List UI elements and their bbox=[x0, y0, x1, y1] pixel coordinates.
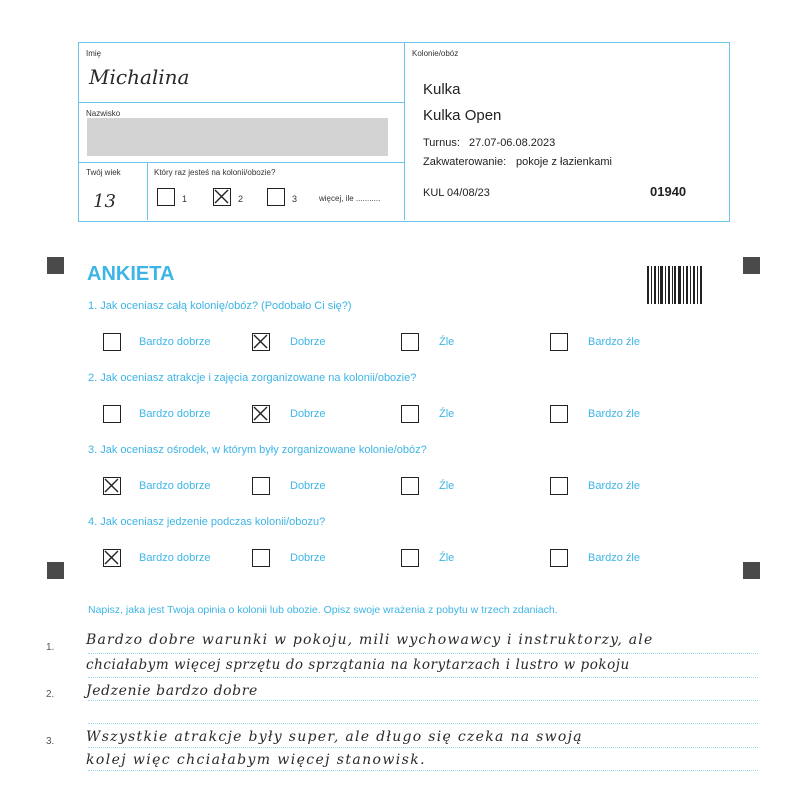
barcode-icon bbox=[647, 266, 703, 304]
q3-option-zle: Źle bbox=[439, 480, 455, 492]
q2-checkbox-zle[interactable] bbox=[401, 405, 419, 423]
kolonie-label: Kolonie/obóz bbox=[412, 49, 459, 58]
writing-line bbox=[88, 723, 758, 724]
wiek-value[interactable]: 13 bbox=[93, 191, 116, 212]
imie-divider bbox=[79, 102, 404, 103]
nazwisko-redaction bbox=[87, 118, 388, 156]
zakwaterowanie-label: Zakwaterowanie: bbox=[423, 156, 507, 168]
q3-checkbox-dobrze[interactable] bbox=[252, 477, 270, 495]
ktory-raz-option-3: 3 bbox=[292, 194, 298, 204]
line-number-3: 3. bbox=[46, 736, 55, 747]
q3-option-bardzo-dobrze: Bardzo dobrze bbox=[139, 480, 211, 492]
q3-option-dobrze: Dobrze bbox=[290, 480, 326, 492]
question-4: 4. Jak oceniasz jedzenie podczas kolonii/obozu? bbox=[88, 516, 326, 528]
q4-option-dobrze: Dobrze bbox=[290, 552, 326, 564]
turnus-label: Turnus: bbox=[423, 137, 460, 149]
checkmark-x-icon bbox=[104, 550, 119, 565]
line-number-2: 2. bbox=[46, 689, 55, 700]
registration-marker bbox=[47, 257, 64, 274]
registration-marker bbox=[743, 257, 760, 274]
q2-option-dobrze: Dobrze bbox=[290, 408, 326, 420]
header-divider bbox=[404, 43, 405, 220]
ktory-raz-checkbox-1[interactable] bbox=[157, 188, 175, 206]
q4-checkbox-dobrze[interactable] bbox=[252, 549, 270, 567]
q4-option-zle: Źle bbox=[439, 552, 455, 564]
header-form bbox=[78, 42, 730, 222]
q2-option-bardzo-zle: Bardzo źle bbox=[588, 408, 640, 420]
writing-line bbox=[88, 700, 758, 701]
checkmark-x-icon bbox=[214, 189, 229, 204]
q4-checkbox-bardzo-dobrze[interactable] bbox=[103, 549, 121, 567]
question-1: 1. Jak oceniasz całą kolonię/obóz? (Podobało Ci się?) bbox=[88, 300, 352, 312]
wiek-divider bbox=[147, 162, 148, 220]
q3-checkbox-bardzo-dobrze[interactable] bbox=[103, 477, 121, 495]
response-line-5[interactable]: kolej więc chciałabym więcej stanowisk. bbox=[86, 752, 426, 768]
q1-option-bardzo-zle: Bardzo źle bbox=[588, 336, 640, 348]
zakwaterowanie-value: pokoje z łazienkami bbox=[516, 156, 612, 168]
registration-marker bbox=[47, 562, 64, 579]
line-number-1: 1. bbox=[46, 642, 55, 653]
q1-checkbox-zle[interactable] bbox=[401, 333, 419, 351]
q1-option-dobrze: Dobrze bbox=[290, 336, 326, 348]
ktory-raz-checkbox-2[interactable] bbox=[213, 188, 231, 206]
wiek-label: Twój wiek bbox=[86, 168, 121, 177]
writing-line bbox=[88, 747, 758, 748]
q3-option-bardzo-zle: Bardzo źle bbox=[588, 480, 640, 492]
q1-checkbox-bardzo-zle[interactable] bbox=[550, 333, 568, 351]
imie-label: Imię bbox=[86, 49, 102, 58]
checkmark-x-icon bbox=[253, 406, 268, 421]
response-line-4[interactable]: Wszystkie atrakcje były super, ale długo się czeka na swoją bbox=[86, 729, 583, 745]
q2-option-zle: Źle bbox=[439, 408, 455, 420]
response-line-2[interactable]: chciałabym więcej sprzętu do sprzątania na korytarzach i lustro w pokoju bbox=[86, 657, 630, 673]
q4-option-bardzo-zle: Bardzo źle bbox=[588, 552, 640, 564]
checkmark-x-icon bbox=[253, 334, 268, 349]
camp-subname: Kulka Open bbox=[423, 107, 502, 124]
ktory-raz-other[interactable]: więcej, ile ........... bbox=[319, 194, 381, 203]
question-3: 3. Jak oceniasz ośrodek, w którym były zorganizowane kolonie/obóz? bbox=[88, 444, 427, 456]
response-line-1[interactable]: Bardzo dobre warunki w pokoju, mili wychowawcy i instruktorzy, ale bbox=[86, 632, 654, 648]
q2-checkbox-dobrze[interactable] bbox=[252, 405, 270, 423]
opinion-prompt: Napisz, jaka jest Twoja opinia o kolonii lub obozie. Opisz swoje wrażenia z pobytu w trzech zdaniach. bbox=[88, 604, 558, 616]
checkmark-x-icon bbox=[104, 478, 119, 493]
camp-name: Kulka bbox=[423, 81, 461, 98]
q1-option-bardzo-dobrze: Bardzo dobrze bbox=[139, 336, 211, 348]
ktory-raz-option-2: 2 bbox=[238, 194, 244, 204]
writing-line bbox=[88, 677, 758, 678]
q2-checkbox-bardzo-dobrze[interactable] bbox=[103, 405, 121, 423]
q4-checkbox-zle[interactable] bbox=[401, 549, 419, 567]
response-line-3[interactable]: Jedzenie bardzo dobre bbox=[86, 683, 258, 699]
survey-title: ANKIETA bbox=[87, 263, 175, 285]
q1-checkbox-dobrze[interactable] bbox=[252, 333, 270, 351]
writing-line bbox=[88, 770, 758, 771]
question-2: 2. Jak oceniasz atrakcje i zajęcia zorganizowane na kolonii/obozie? bbox=[88, 372, 417, 384]
q1-checkbox-bardzo-dobrze[interactable] bbox=[103, 333, 121, 351]
q3-checkbox-zle[interactable] bbox=[401, 477, 419, 495]
registration-marker bbox=[743, 562, 760, 579]
q2-checkbox-bardzo-zle[interactable] bbox=[550, 405, 568, 423]
q3-checkbox-bardzo-zle[interactable] bbox=[550, 477, 568, 495]
ktory-raz-checkbox-3[interactable] bbox=[267, 188, 285, 206]
form-number: 01940 bbox=[650, 184, 687, 199]
imie-value[interactable]: Michalina bbox=[89, 65, 190, 89]
q4-checkbox-bardzo-zle[interactable] bbox=[550, 549, 568, 567]
nazwisko-divider bbox=[79, 162, 404, 163]
q1-option-zle: Źle bbox=[439, 336, 455, 348]
q4-option-bardzo-dobrze: Bardzo dobrze bbox=[139, 552, 211, 564]
nazwisko-label: Nazwisko bbox=[86, 109, 121, 118]
turnus-value: 27.07-06.08.2023 bbox=[469, 137, 556, 149]
q2-option-bardzo-dobrze: Bardzo dobrze bbox=[139, 408, 211, 420]
writing-line bbox=[88, 653, 758, 654]
ktory-raz-option-1: 1 bbox=[182, 194, 188, 204]
ktory-raz-label: Który raz jesteś na kolonii/obozie? bbox=[154, 168, 276, 177]
camp-code: KUL 04/08/23 bbox=[423, 187, 490, 199]
